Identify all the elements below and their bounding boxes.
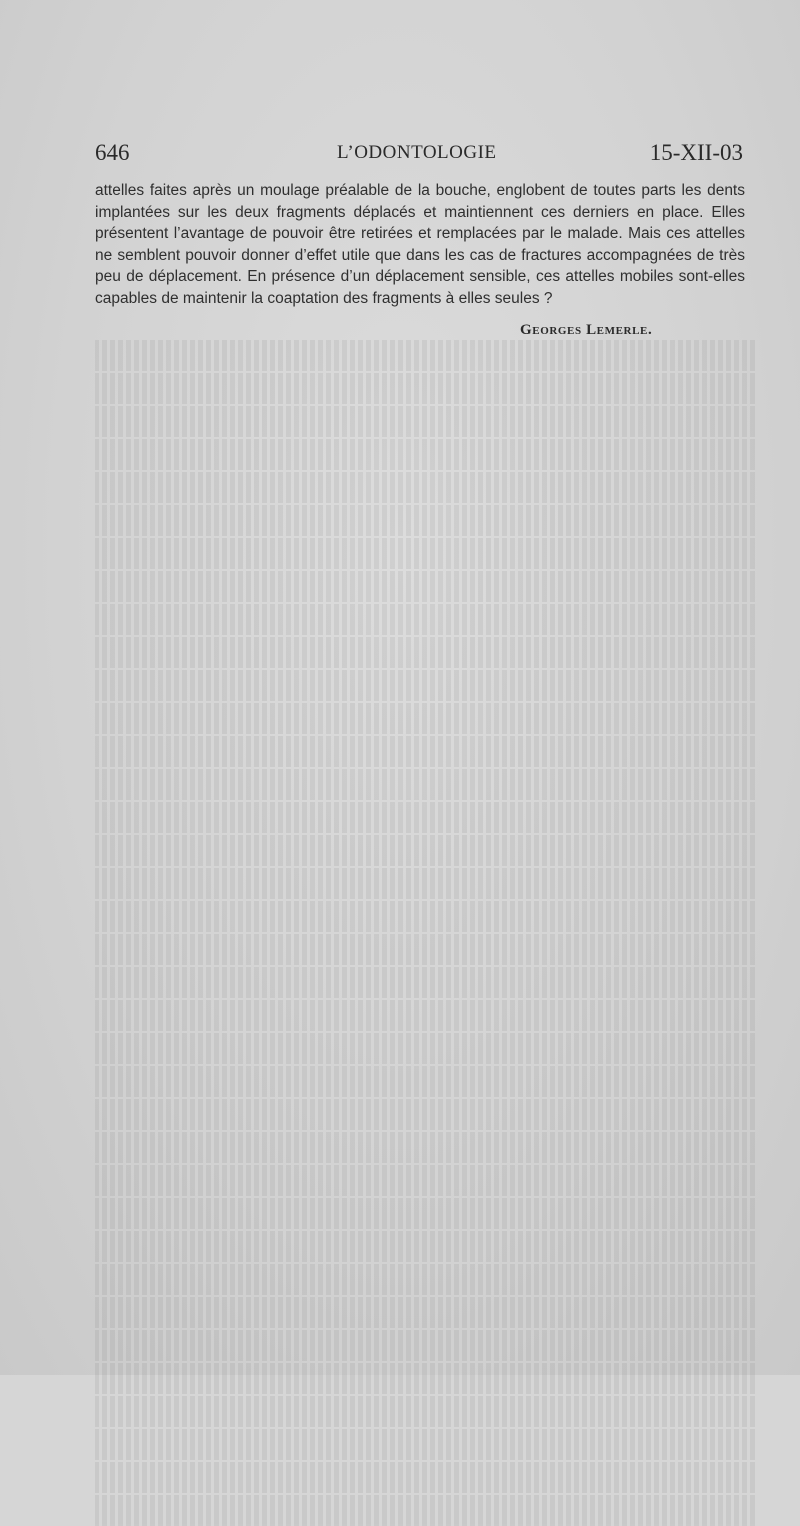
running-header — [95, 140, 745, 176]
issue-date: 15-XII-03 — [649, 140, 743, 165]
article-text — [95, 180, 745, 309]
body-paragraph: attelles faites après un moulage préalable de la bouche, englobent de toutes parts les dents implantées sur les deux fragments déplacés et maintiennent ces derniers en place. Elles présentent l’avantage de pouvoir être retirées et remplacées par le malade. Mais ces attelles ne semblent pouvoir donner d’effet utile que dans les cas de fractures accompagnées de très peu de déplacement. En présence d’un déplacement sensible, ces attelles mobiles sont-elles capables de maintenir la coaptation des fragments à elles seules ? — [95, 182, 745, 307]
page-number: 646 — [95, 140, 130, 165]
show-through-texture — [95, 340, 755, 1300]
author-signature: Georges Lemerle. — [520, 322, 653, 338]
journal-title: L’ODONTOLOGIE — [337, 142, 497, 163]
